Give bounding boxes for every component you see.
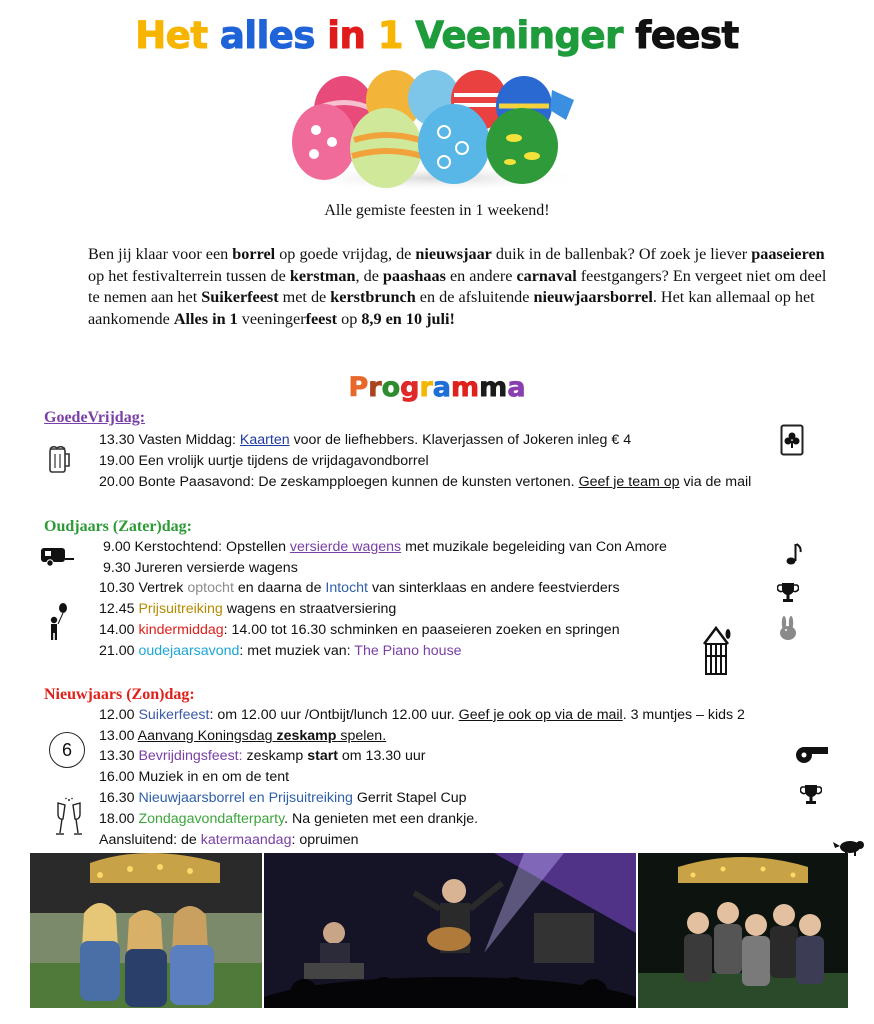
sunday-line-1: 12.00 Suikerfeest: om 12.00 uur /Ontbijt/lunch 12.00 uur. Geef je ook op via de mail. 3 muntjes – kids 2 [99, 707, 745, 723]
title-word-2: alles [219, 14, 315, 57]
programma-heading: Programma [348, 372, 526, 403]
saturday-line-1: 9.00 Kerstochtend: Opstellen versierde wagens met muzikale begeleiding van Con Amore [103, 539, 667, 555]
sunday-line-4: 16.00 Muziek in en om de tent [99, 769, 290, 785]
subtitle: Alle gemiste feesten in 1 weekend! [324, 202, 550, 219]
photo-group-night [638, 853, 848, 1008]
sunday-heading: Nieuwjaars (Zon)dag: [44, 686, 195, 703]
title-word-1: Het [135, 14, 208, 57]
saturday-line-4: 12.45 Prijsuitreiking wagens en straatversiering [99, 601, 397, 617]
friday-line-2: 19.00 Een vrolijk uurtje tijdens de vrijdagavondborrel [99, 453, 429, 469]
kaarten-link[interactable]: Kaarten [239, 432, 290, 448]
sunday-line-7: Aansluitend: de katermaandag: opruimen [99, 832, 359, 848]
beer-mug-icon [48, 444, 72, 474]
champagne-glasses-icon [54, 797, 84, 839]
sunday-line-5: 16.30 Nieuwjaarsborrel en Prijsuitreiking Gerrit Stapel Cup [99, 790, 467, 806]
page-title [0, 14, 874, 57]
saturday-line-5: 14.00 kindermiddag: 14.00 tot 16.30 schminken en paaseieren zoeken en springen [99, 622, 620, 638]
trophy-icon [777, 581, 799, 605]
saturday-heading: Oudjaars (Zater)dag: [44, 518, 192, 535]
title-word-5: Veeninger [415, 14, 623, 57]
child-balloon-icon [46, 602, 70, 642]
title-word-3: in [327, 14, 366, 57]
saturday-line-2: 9.30 Jureren versierde wagens [103, 560, 298, 576]
sunday-line-2: 13.00 Aanvang Koningsdag zeskamp spelen. [99, 728, 387, 744]
trophy-icon-2 [800, 783, 822, 807]
house-fence-icon [702, 624, 732, 676]
number-six-badge: 6 [49, 732, 85, 768]
rabbit-icon [776, 615, 800, 641]
easter-eggs-image [284, 70, 590, 192]
whistle-icon [794, 744, 830, 764]
photo-concert-stage [264, 853, 636, 1008]
friday-line-3: 20.00 Bonte Paasavond: De zeskampploegen kunnen de kunsten vertonen. Geef je team op via de mail [99, 474, 752, 490]
intro-paragraph: Ben jij klaar voor een borrel op goede vrijdag, de nieuwsjaar duik in de ballenbak? Of zoek je liever paaseieren op het festivalterrein tussen de kerstman, de paashaas en andere carnaval feestgangers? En vergeet niet om deel te nemen aan het Suikerfeest met de kerstbrunch en de afsluitende nieuwjaarsborrel. Het kan allemaal op het aankomende Alles in 1 veeningerfeest op 8,9 en 10 juli! [88, 245, 827, 328]
friday-line-1: 13.30 Vasten Middag: Kaarten voor de liefhebbers. Klaverjassen of Jokeren inleg € 4 [99, 432, 632, 448]
caravan-icon [40, 546, 76, 568]
photo-girls-fair [30, 853, 262, 1008]
title-word-4: 1 [377, 14, 403, 57]
sunday-line-6: 18.00 Zondagavondafterparty. Na genieten met een drankje. [99, 811, 479, 827]
saturday-line-6: 21.00 oudejaarsavond: met muziek van: The Piano house [99, 643, 462, 659]
friday-heading: GoedeVrijdag: [44, 409, 146, 426]
title-word-6: feest [635, 14, 739, 57]
playing-card-icon [780, 424, 804, 456]
music-note-icon [786, 542, 802, 566]
saturday-line-3: 10.30 Vertrek optocht en daarna de Intocht van sinterklaas en andere feestvierders [99, 580, 620, 596]
sunday-line-3: 13.30 Bevrijdingsfeest: zeskamp start om 13.30 uur [99, 748, 426, 764]
